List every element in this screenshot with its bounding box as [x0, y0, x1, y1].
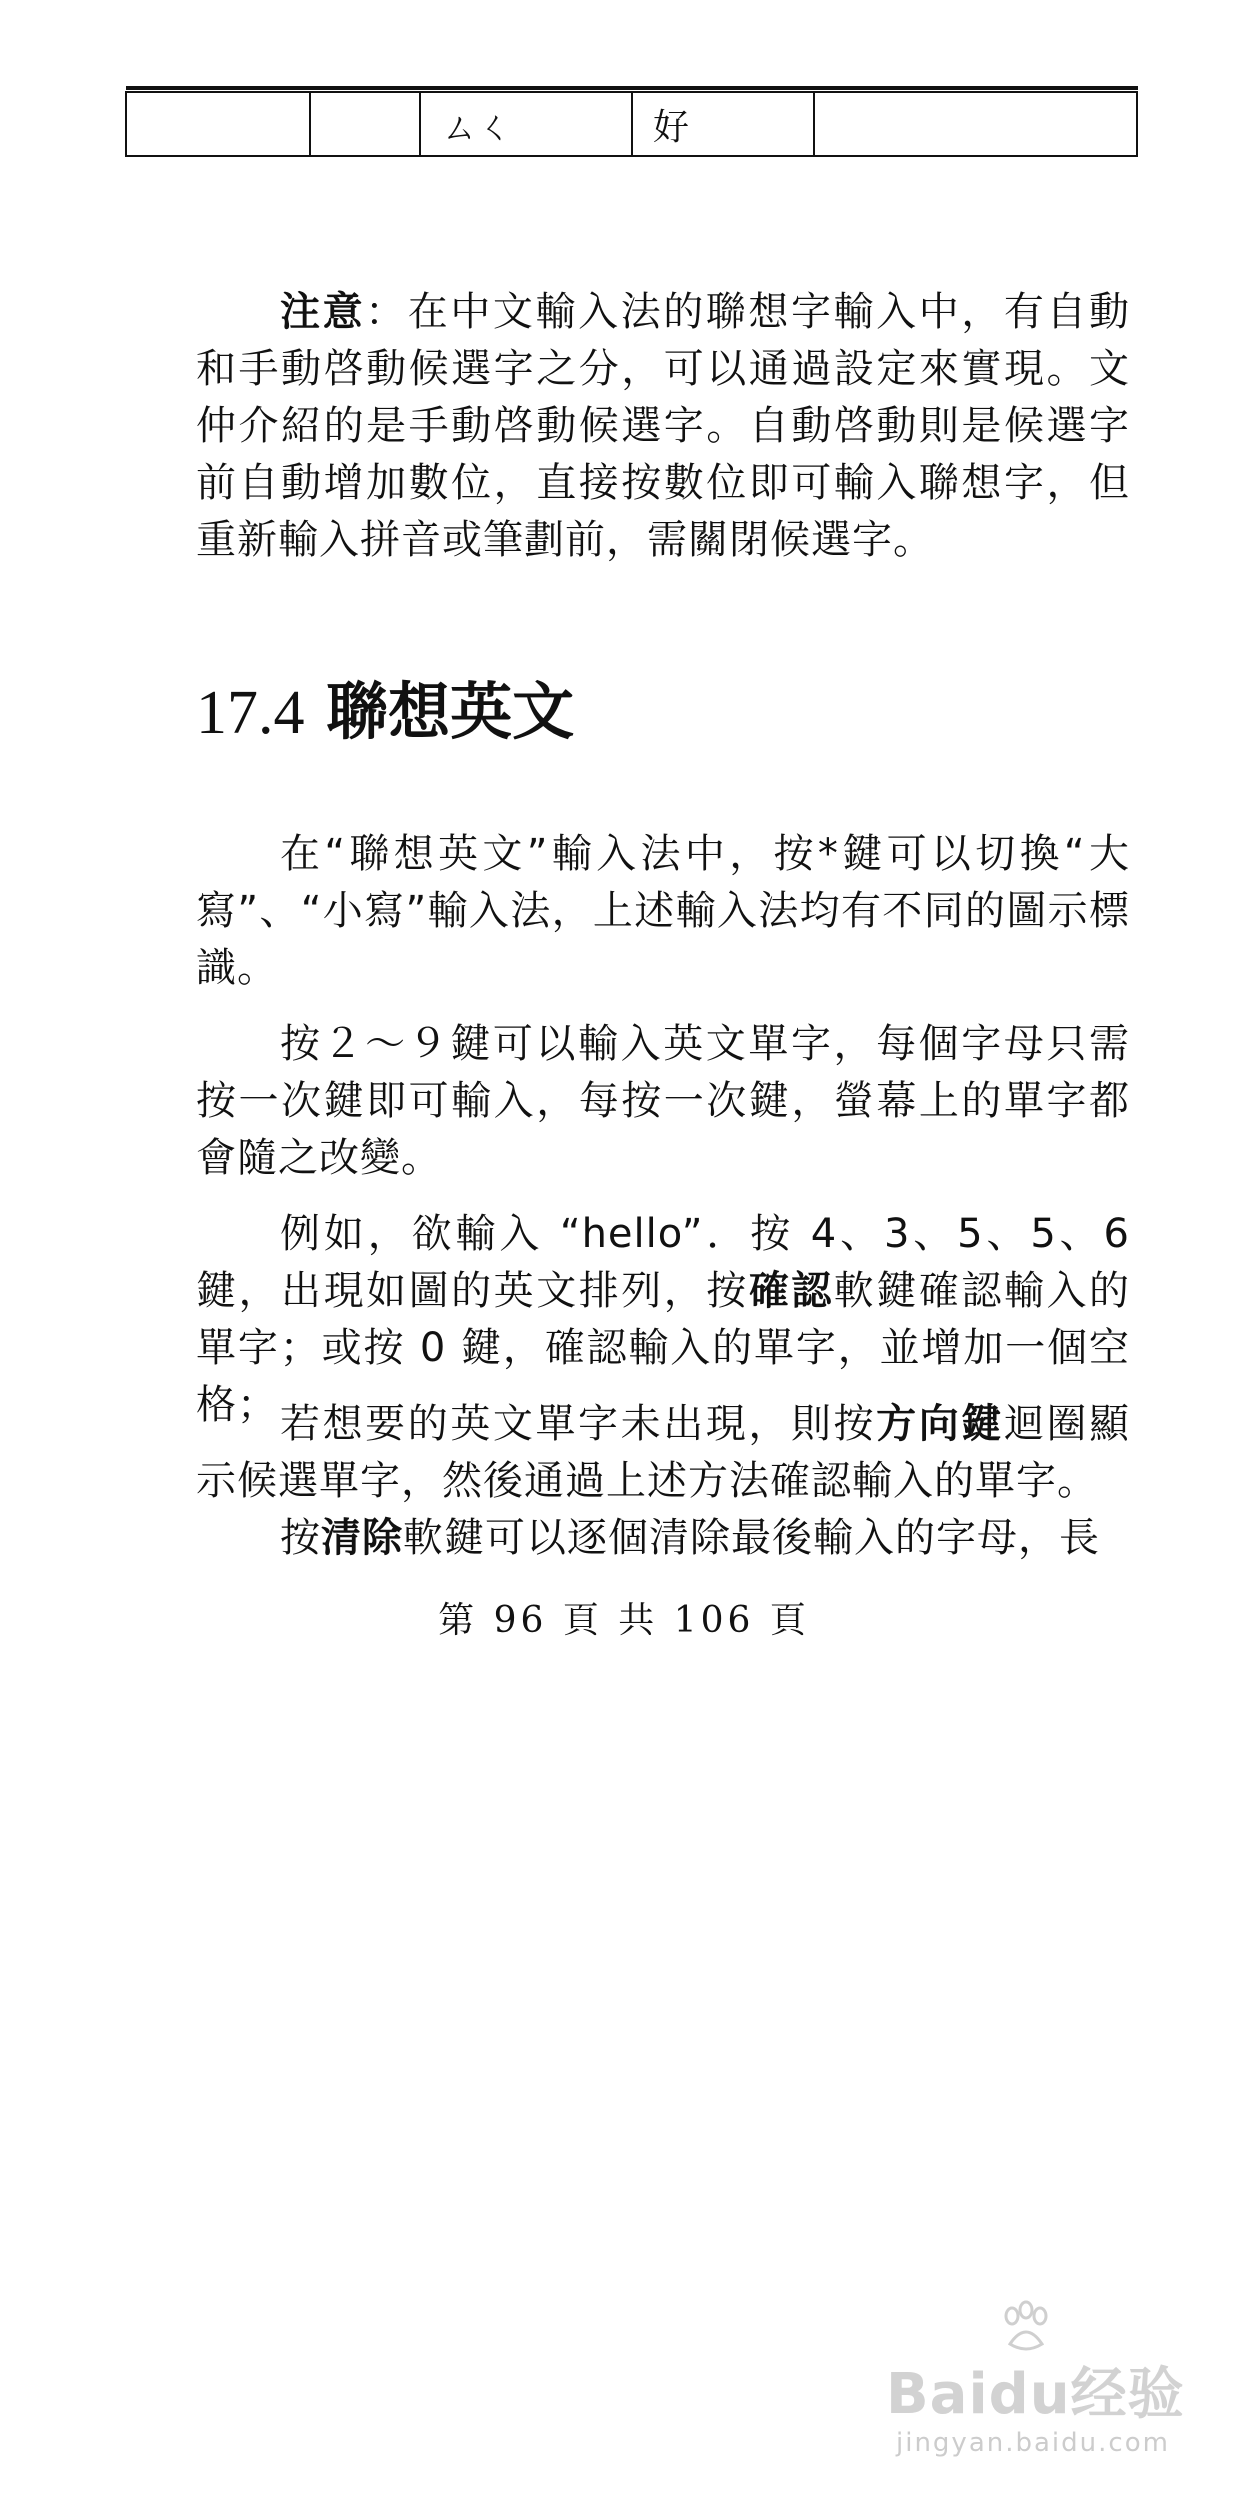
paragraph-5 — [196, 1510, 1130, 1567]
paragraph-4 — [196, 1396, 1130, 1510]
note-label: 注意 — [280, 289, 366, 335]
table-cell — [814, 92, 1137, 156]
note-text: ：在中文輸入法的聯想字輸入中，有自動和手動啓動候選字之分，可以通過設定來實現。文仲介紹的是手動啓動候選字。自動啓動則是候選字前自動增加數位，直接按數位即可輸入聯想字，但重新輸入拼音或筆劃前，需關閉候選字。 — [196, 289, 1131, 563]
paragraph-4-text-b: 迴圈顯示候選單字，然後通過上述方法確認輸入的單字。 — [196, 1401, 1131, 1504]
paragraph-4-text-a: 若想要的英文單字未出現，則按 — [280, 1401, 877, 1447]
table-cell: 好 — [632, 92, 814, 156]
paragraph-3-text-b: 軟鍵確認輸入的單字；或按 0 鍵，確認輸入的單字，並增加一個空格； — [196, 1268, 1131, 1428]
table-cell — [126, 92, 310, 156]
section-heading — [196, 672, 574, 753]
section-number: 17.4 — [196, 679, 305, 747]
section-title: 聯想英文 — [326, 675, 575, 748]
watermark-logo: Baidu经验 — [886, 2362, 1185, 2427]
table-cell: ㄙㄑ — [420, 92, 632, 156]
table-cell — [310, 92, 420, 156]
paragraph-2: 按２～９鍵可以輸入英文單字，每個字母只需按一次鍵即可輸入，每按一次鍵，螢幕上的單字都會隨之改變。 — [196, 1021, 1130, 1181]
arrow-key-term: 方向鍵 — [876, 1401, 1004, 1447]
paragraph-5-text-a: 按 — [280, 1515, 321, 1561]
paragraph-1: 在“聯想英文”輸入法中，按*鍵可以切換“大寫”、“小寫”輸入法，上述輸入法均有不同的圖示標識。 — [196, 831, 1130, 991]
clear-key-term: 清除 — [321, 1515, 403, 1561]
confirm-key-term: 確認 — [748, 1268, 834, 1314]
watermark-url: jingyan.baidu.com — [896, 2428, 1170, 2458]
table-row — [126, 92, 1137, 156]
paragraph-3-text-a: 例如，欲輸入 “hello”．按 4、3、5、5、6 鍵，出現如圖的英文排列，按 — [196, 1211, 1130, 1314]
baidu-watermark — [886, 2300, 1186, 2470]
note-paragraph — [196, 284, 1130, 569]
paragraph-5-text-b: 軟鍵可以逐個清除最後輸入的字母，長 — [403, 1515, 1100, 1561]
table-fragment — [125, 91, 1138, 157]
page-footer: 第 96 頁 共 106 頁 — [438, 1600, 810, 1641]
top-rule — [126, 86, 1138, 90]
